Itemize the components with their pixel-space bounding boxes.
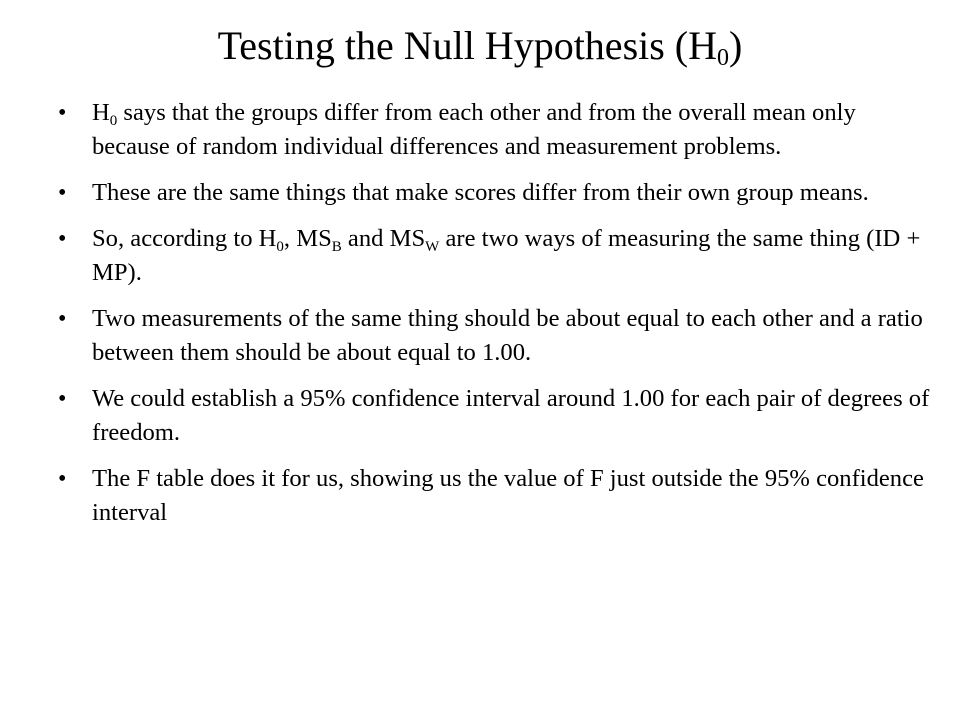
bullet-item-3 bbox=[58, 222, 930, 290]
bullet-6-text: The F table does it for us, showing us the value of F just outside the 95% confidence interval bbox=[92, 465, 924, 526]
bullet-item-5 bbox=[58, 382, 930, 450]
bullet-3-sub-1: 0 bbox=[276, 239, 284, 255]
bullet-3-sub-3: W bbox=[425, 239, 440, 255]
bullet-5-text: We could establish a 95% confidence interval around 1.00 for each pair of degrees of freedom. bbox=[92, 385, 930, 446]
title-text: Testing the Null Hypothesis (H bbox=[217, 23, 718, 68]
bullet-item-4 bbox=[58, 302, 930, 370]
title-tail: ) bbox=[729, 23, 743, 68]
bullet-2-text: These are the same things that make scores differ from their own group means. bbox=[92, 179, 869, 206]
bullet-3-sub-2: B bbox=[331, 239, 342, 255]
bullet-item-2 bbox=[58, 176, 930, 210]
bullet-item-1 bbox=[58, 96, 930, 164]
bullet-3-part-4: are two ways of measuring the same thing (ID + MP). bbox=[92, 225, 921, 286]
bullet-1-h: H bbox=[92, 99, 110, 126]
bullet-item-6 bbox=[58, 462, 930, 530]
bullet-3-part-2: , MS bbox=[283, 225, 332, 252]
bullet-1-text: says that the groups differ from each other and from the overall mean only because of random individual differences and measurement problems. bbox=[92, 99, 856, 160]
bullet-3-part-1: So, according to H bbox=[92, 225, 277, 252]
bullet-4-text: Two measurements of the same thing should be about equal to each other and a ratio between them should be about equal to 1.00. bbox=[92, 305, 923, 366]
bullet-list bbox=[58, 96, 930, 542]
bullet-1-h-subscript: 0 bbox=[109, 113, 118, 129]
slide-title bbox=[0, 18, 960, 74]
bullet-3-part-3: and MS bbox=[341, 225, 426, 252]
title-subscript: 0 bbox=[717, 45, 730, 71]
